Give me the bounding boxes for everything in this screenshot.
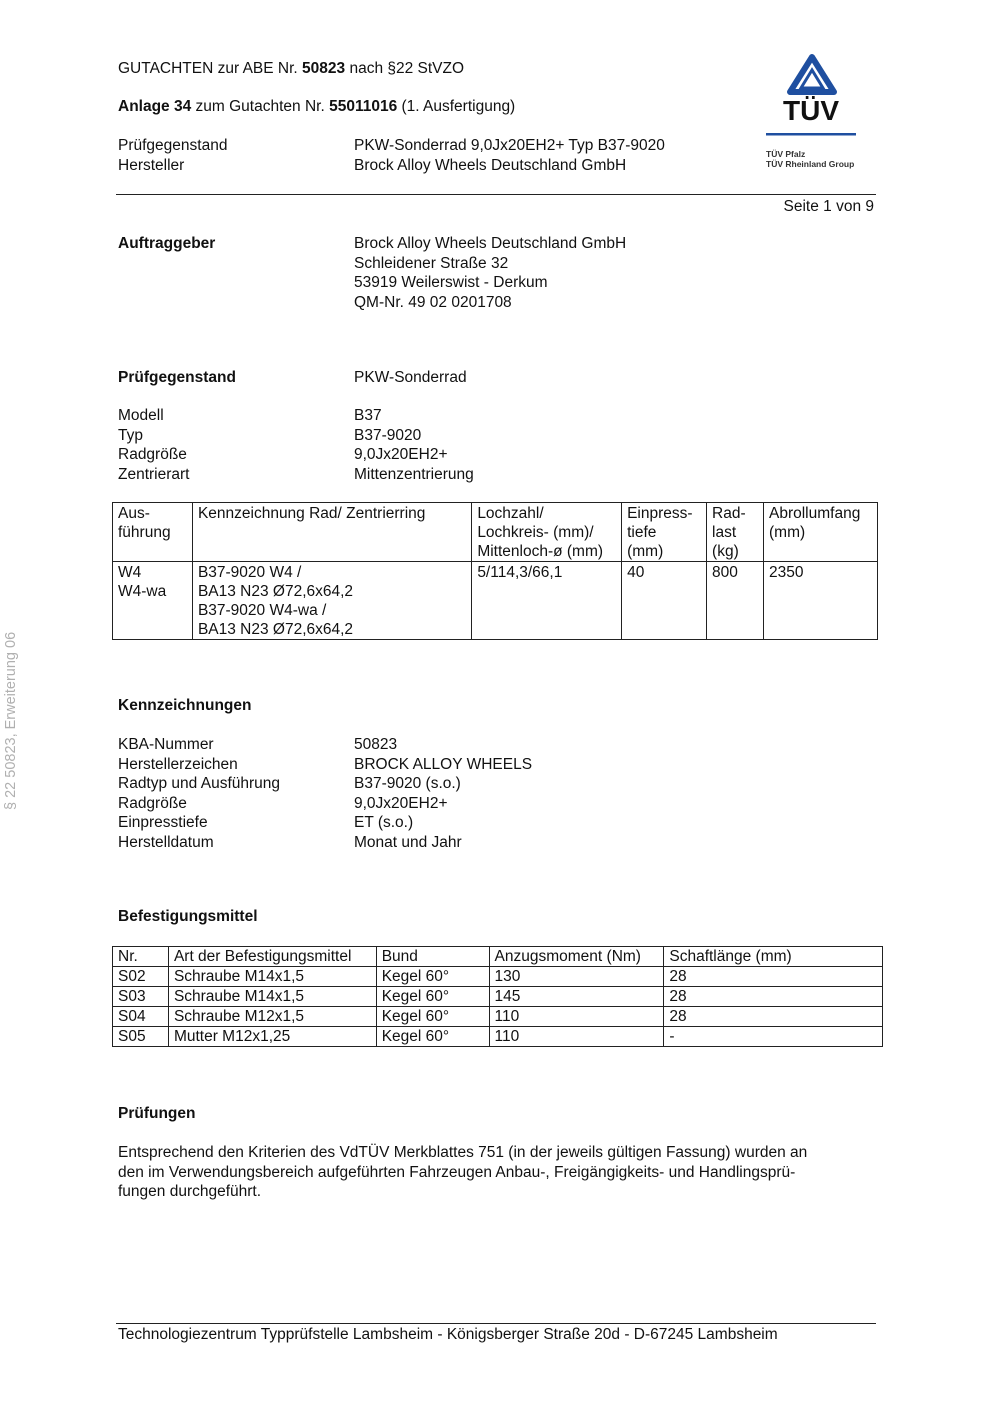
footer-divider — [116, 1323, 876, 1324]
wheel-spec-list: Modell B37 Typ B37-9020 Radgröße 9,0Jx20EH2+ Zentrierart Mittenzentrierung — [118, 407, 474, 483]
befestigung-heading: Befestigungsmittel — [118, 908, 258, 925]
table-header-row: Nr. Art der Befestigungsmittel Bund Anzugsmoment (Nm) Schaftlänge (mm) — [113, 947, 883, 967]
footer-address: Technologiezentrum Typprüfstelle Lambsheim - Königsberger Straße 20d - D-67245 Lambsheim — [118, 1326, 778, 1343]
side-reference-text: § 22 50823, Erweiterung 06 — [3, 631, 19, 810]
table-row: W4 W4-wa B37-9020 W4 / BA13 N23 Ø72,6x64,2 B37-9020 W4-wa / BA13 N23 Ø72,6x64,2 5/114,3/66,1 40 800 2350 — [113, 562, 878, 640]
tuv-group-label: TÜV Rheinland Group — [766, 159, 855, 169]
tuv-pfalz-label: TÜV Pfalz — [766, 149, 806, 159]
page-number: Seite 1 von 9 — [783, 198, 874, 215]
tuv-wordmark: TÜV — [783, 95, 839, 126]
header-info: Prüfgegenstand PKW-Sonderrad 9,0Jx20EH2+ Typ B37-9020 Hersteller Brock Alloy Wheels Deutschland GmbH — [118, 137, 665, 174]
auftraggeber-section: Auftraggeber Brock Alloy Wheels Deutschland GmbH Schleidener Straße 32 53919 Weilerswist - Derkum QM-Nr. 49 02 0201708 — [118, 235, 627, 311]
variant-table — [112, 502, 878, 640]
annex-line: Anlage 34 zum Gutachten Nr. 55011016 (1. Ausfertigung) — [118, 98, 516, 115]
pruefungen-heading: Prüfungen — [118, 1105, 196, 1122]
tuv-logo — [758, 52, 868, 174]
table-header-row: Aus- führung Kennzeichnung Rad/ Zentrierring Lochzahl/ Lochkreis- (mm)/ Mittenloch-ø (mm) Einpress- tiefe (mm) Rad- last (kg) Abrollumfang (mm) — [113, 503, 878, 562]
pruefgegenstand-section: Prüfgegenstand PKW-Sonderrad — [118, 369, 467, 386]
fastener-table — [112, 946, 883, 1047]
table-row: S05 Mutter M12x1,25 Kegel 60° 110 - — [113, 1027, 883, 1047]
table-row: S02 Schraube M14x1,5 Kegel 60° 130 28 — [113, 967, 883, 987]
pruefungen-paragraph: Entsprechend den Kriterien des VdTÜV Merkblattes 751 (in der jeweils gültigen Fassung) wurden an den im Verwendungsbereich aufgeführten Fahrzeugen Anbau-, Freigängigkeits- und Handlingsprü- fungen durchgeführt. — [118, 1144, 808, 1200]
table-row: S04 Schraube M12x1,5 Kegel 60° 110 28 — [113, 1007, 883, 1027]
kennzeichnungen-heading: Kennzeichnungen — [118, 697, 252, 714]
document-title: GUTACHTEN zur ABE Nr. 50823 nach §22 StVZO — [118, 60, 465, 77]
header-divider — [116, 194, 876, 195]
kennzeichnungen-list: KBA-Nummer 50823 Herstellerzeichen BROCK ALLOY WHEELS Radtyp und Ausführung B37-9020 (s.o.) Radgröße 9,0Jx20EH2+ Einpresstiefe ET (s.o.) Herstelldatum Monat und Jahr — [118, 736, 533, 851]
table-row: S03 Schraube M14x1,5 Kegel 60° 145 28 — [113, 987, 883, 1007]
